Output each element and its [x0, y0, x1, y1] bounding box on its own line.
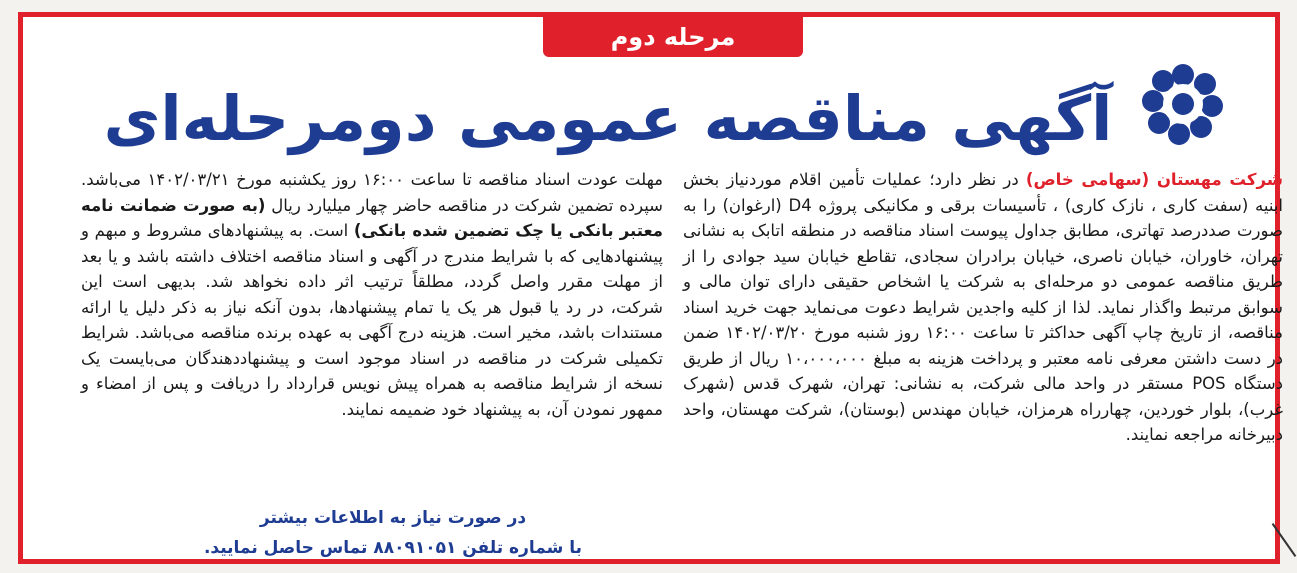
right-column: [683, 167, 1283, 572]
guarantee-text: (به صورت ضمانت نامه معتبر بانکی یا چک تضمین شده بانکی): [81, 195, 663, 240]
left-column-text-2: است. به پیشنهادهای مشروط و مبهم و پیشنهادهایی که با شرایط مندرج در آگهی و اسناد مناقصه اختلاف داشته باشد و یا بعد از مهلت مقرر واصل گردد، مطلقاً ترتیب اثر داده نخواهد شد. بدیهی است این شرکت، در رد یا قبول هر یک یا تمام پیشنهادها، بدون آنکه نیاز به ذکر دلیل یا ارائه مستندات باشد، مخیر است. هزینه درج آگهی به عهده برنده مناقصه می‌باشد. شرایط تکمیلی شرکت در مناقصه در اسناد موجود است و پیشنهاددهندگان می‌بایست یک نسخه از شرایط مناقصه به همراه پیش نویس قرارداد را دریافت و پس از امضاء و ممهور نمودن آن، به پیشنهاد خود ضمیمه نمایند.: [81, 221, 663, 419]
notice-frame: [18, 12, 1284, 564]
left-column: [81, 167, 663, 497]
contact-line-1: در صورت نیاز به اطلاعات بیشتر: [259, 508, 527, 528]
right-column-text: در نظر دارد؛ عملیات تأمین اقلام موردنیاز بخش ابنیه (سفت کاری ، نازک کاری) ، تأسیسات برقی و مکانیکی پروژه D4 (ارغوان) را به صورت صددرصد تهاتری، مطابق جداول پیوست اسناد مناقصه در منطقه اتابک به نشانی تهران، خاوران، خیابان ناصری، خیابان برادران سجادی، تقاطع خیابان سید جوادی را از طریق مناقصه عمومی دو مرحله‌ای به شرکت یا اشخاص حقیقی دارای توان مالی و سوابق مرتبط واگذار نماید. لذا از کلیه واجدین شرایط دعوت می‌نماید جهت خرید اسناد مناقصه، از تاریخ چاپ آگهی حداکثر تا ساعت ۱۶:۰۰ روز شنبه مورخ ۱۴۰۲/۰۳/۲۰ ضمن در دست داشتن معرفی نامه معتبر و پرداخت هزینه به مبلغ ۱۰،۰۰۰،۰۰۰ ریال از طریق دستگاه POS مستقر در واحد مالی شرکت، به نشانی: تهران، شهرک قدس (شهرک غرب)، بلوار خوردین، چهارراه هرمزان، خیابان مهندس (بوستان)، شرکت مهستان، واحد دبیرخانه مراجعه نمایند.: [683, 170, 1284, 444]
page-title: آگهی مناقصه عمومی دومرحله‌ای: [103, 82, 1113, 155]
stage-label: مرحله دوم: [543, 17, 803, 57]
company-name: شرکت مهستان (سهامی خاص): [1025, 170, 1283, 189]
flower-logo-icon: [1140, 61, 1226, 147]
left-column-text-1: مهلت عودت اسناد مناقصه تا ساعت ۱۶:۰۰ روز یکشنبه مورخ ۱۴۰۲/۰۳/۲۱ می‌باشد. سپرده تضمین شرکت در مناقصه حاضر چهار میلیارد ریال: [81, 170, 664, 215]
contact-line-2: با شماره تلفن ۸۸۰۹۱۰۵۱ تماس حاصل نمایید.: [203, 538, 583, 558]
contact-block: [143, 503, 643, 563]
